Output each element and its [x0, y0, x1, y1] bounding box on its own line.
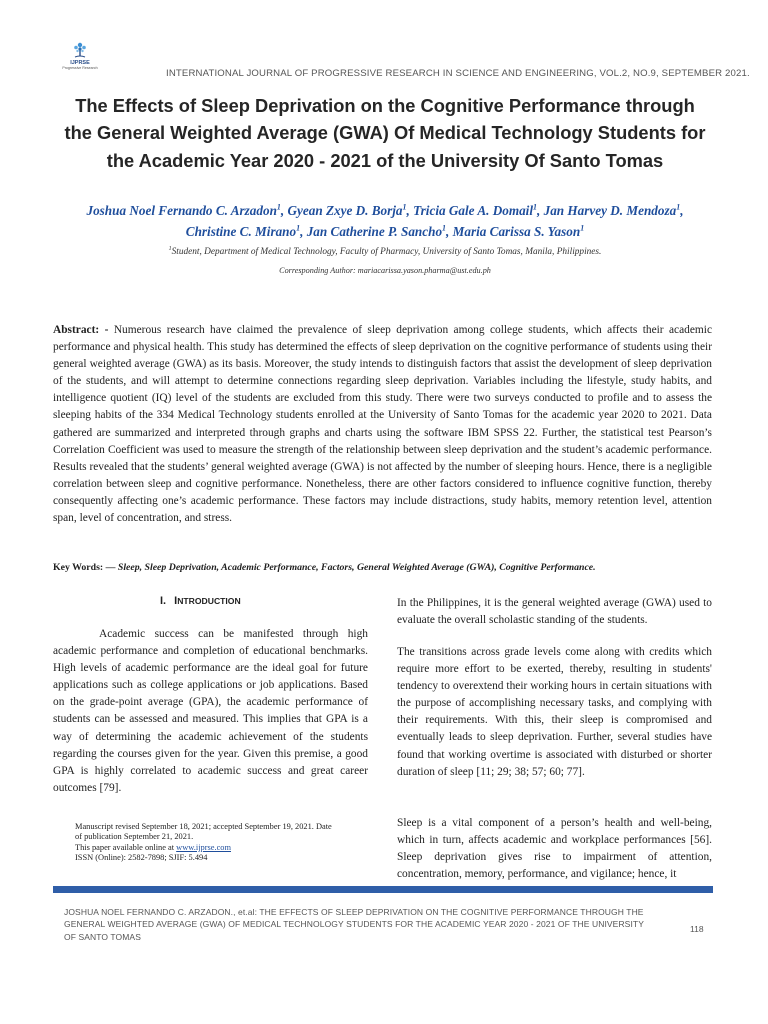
author-affiliation-mark: 1 — [533, 202, 538, 212]
author-list — [60, 201, 710, 242]
author-name: Jan Harvey D. Mendoza — [543, 203, 677, 218]
author-affiliation-mark: 1 — [442, 223, 447, 233]
author-separator: , — [406, 203, 414, 218]
right-paragraph-2: The transitions across grade levels come along with credits which require more effort to be exerted, thereby, resulting in students' tendency to overextend their working hours in certain situations with the purpose of accomplishing necessary tasks, and complying with their requirements. With this, their sleep is compromised and eventually leads to sleep deprivation. Further, several studies have found that working overtime is associated with disturbed or shorter duration of sleep [11; 29; 38; 57; 60; 77]. — [397, 646, 712, 778]
journal-header: INTERNATIONAL JOURNAL OF PROGRESSIVE RESEARCH IN SCIENCE AND ENGINEERING, VOL.2, NO.9, SEPTEMBER 2021. — [166, 68, 750, 79]
section-title-initial: I — [174, 595, 178, 607]
keywords — [53, 562, 733, 573]
footnote-issn: ISSN (Online): 2582-7898; SJIF: 5.494 — [75, 853, 208, 863]
tree-logo-icon — [71, 40, 89, 60]
affiliation-mark: 1 — [168, 246, 172, 252]
right-paragraph-1: In the Philippines, it is the general weighted average (GWA) used to evaluate the overall scholastic standing of the students. — [397, 597, 712, 627]
affiliation-text: Student, Department of Medical Technology, Faculty of Pharmacy, University of Santo Tomas, Manila, Philippines. — [171, 247, 602, 258]
author-affiliation-mark: 1 — [580, 223, 585, 233]
intro-paragraph: Academic success can be manifested through high academic performance and completion of educational benchmarks. High levels of academic performance are the ideal goal for future applications such as college applications or job applications. Based on the grade-point average (GPA), the academic performance of students can be assessed and measured. This implies that GPA is a way of determining the academic achievement of the students regarding the courses given for the year. Given this premise, a good GPA is highly correlated to academic success and great career outcomes [79]. — [53, 628, 368, 794]
author-name: Maria Carissa S. Yason — [452, 223, 581, 239]
logo-name: IJPRSE — [70, 60, 90, 66]
right-paragraph-3: Sleep is a vital component of a person’s health and well-being, which in turn, affects academic and workplace performances [56]. Sleep deprivation gives rise to impairment of attention, concentration, memory, performance, and vigilance; hence, it — [397, 817, 712, 881]
corresponding-author: Corresponding Author: mariacarissa.yason.pharma@ust.edu.ph — [279, 266, 491, 275]
author-affiliation-mark: 1 — [276, 202, 281, 212]
abstract-label: Abstract: - — [53, 324, 109, 336]
page-number: 118 — [690, 924, 704, 934]
author-separator: , — [280, 203, 288, 218]
footer-bar — [53, 886, 713, 893]
author-separator: , — [446, 223, 453, 239]
author-separator: , — [537, 203, 544, 218]
abstract-text: Numerous research have claimed the prevalence of sleep deprivation among college students, which affects their academic performance and physical health. This study has determined the effects of sleep deprivation on the cognitive performance of students using their general weighted average (GWA) as its basis. Moreover, the study intends to distinguish factors that assist the development of sleep deprivation of the students, and will attempt to determine connections regarding sleep deprivation. Variables including the lifestyle, study habits, and intelligence quotient (IQ) level of the students are excluded from this study. There were two surveys conducted to profile and to assess the sleeping habits of the 334 Medical Technology students enrolled at the University of Santo Tomas for the academic year 2020 to 2021. Data gathered are summarized and interpreted through graphs and charts using the software IBM SPSS 22. Further, the statistical test Pearson’s Correlation Coefficient was used to measure the strength of the relationship between sleep deprivation and the student’s academic performance. Results revealed that the students’ general weighted average (GWA) is not affected by the number of sleeping hours. Hence, there is a negligible correlation between sleep and cognitive performance. Nonetheless, there are other factors considered to influence cognitive function, thereby consequently affecting one’s academic performance. These factors may include distractions, study habits, memory retention level, attention span, level of concentration, and stress. — [53, 324, 712, 525]
footnote-dates: Manuscript revised September 18, 2021; accepted September 19, 2021. Date of publication September 21, 2021. — [75, 822, 332, 842]
affiliation — [60, 246, 710, 257]
journal-logo — [58, 40, 102, 70]
author-name: Christine C. Mirano — [185, 223, 297, 239]
footer-running-title: JOSHUA NOEL FERNANDO C. ARZADON., et.al: THE EFFECTS OF SLEEP DEPRIVATION ON THE COGNITIVE PERFORMANCE THROUGH THE GENERAL WEIGHTED AVERAGE (GWA) OF MEDICAL TECHNOLOGY STUDENTS FOR THE ACADEMIC YEAR 2020 - 2021 OF THE UNIVERSITY OF SANTO TOMAS — [64, 907, 644, 942]
author-name: Joshua Noel Fernando C. Arzadon — [86, 203, 277, 218]
author-affiliation-mark: 1 — [296, 223, 301, 233]
author-separator: , — [680, 203, 684, 218]
section-number: I. — [160, 595, 167, 607]
author-affiliation-mark: 1 — [676, 202, 681, 212]
abstract — [53, 322, 712, 527]
keywords-text: Sleep, Sleep Deprivation, Academic Performance, Factors, General Weighted Average (GWA), Cognitive Performance. — [117, 562, 596, 573]
footnote-availability-text: This paper available online at — [75, 842, 177, 852]
footnote-availability — [75, 843, 335, 853]
author-separator: , — [300, 223, 307, 239]
journal-website-link[interactable]: www.ijprse.com — [176, 842, 231, 852]
paper-title: The Effects of Sleep Deprivation on the Cognitive Performance through the General Weighted Average (GWA) Of Medical Technology Students for the Academic Year 2020 - 2021 of the University Of Santo Tomas — [64, 95, 706, 171]
author-affiliation-mark: 1 — [402, 202, 407, 212]
section-title-rest: NTRODUCTION — [177, 596, 241, 606]
keywords-label: Key Words: — — [53, 562, 116, 573]
manuscript-footnote — [75, 822, 335, 864]
author-name: Gyean Zxye D. Borja — [287, 203, 403, 218]
logo-tagline: Progressive Research — [62, 65, 98, 70]
author-name: Tricia Gale A. Domail — [413, 203, 534, 218]
section-heading — [160, 595, 300, 607]
author-name: Jan Catherine P. Sancho — [306, 223, 443, 239]
